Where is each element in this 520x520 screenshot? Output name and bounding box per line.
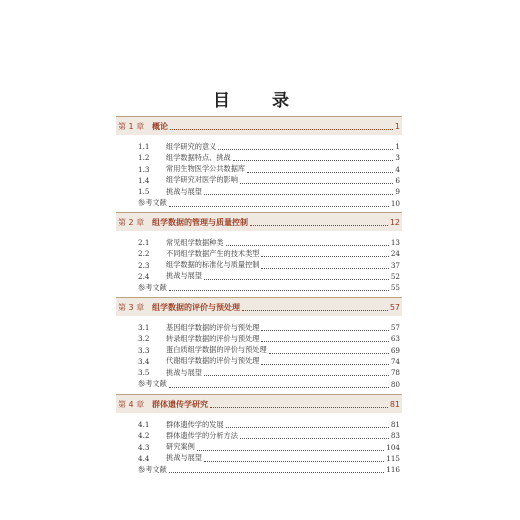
chapter-number: 第 4 章 [118, 399, 145, 409]
section-page: 115 [386, 453, 400, 463]
leader-dots [204, 461, 384, 462]
chapter-heading[interactable] [116, 212, 402, 231]
leader-dots [233, 160, 394, 161]
section-number: 3.1 [138, 323, 150, 332]
section-entry[interactable] [116, 152, 402, 163]
section-title: 蛋白质组学数据的评价与预处理 [166, 345, 267, 355]
section-entry[interactable] [116, 333, 402, 344]
section-page: 1 [395, 142, 400, 151]
references-title: 参考文献 [138, 379, 167, 388]
section-page: 13 [390, 238, 400, 247]
chapter-number: 第 3 章 [118, 302, 145, 312]
section-page: 74 [390, 356, 400, 366]
section-page: 81 [390, 420, 400, 429]
chapter-title: 概论 [152, 121, 168, 131]
section-entry[interactable] [116, 453, 402, 464]
section-number: 4.4 [138, 453, 150, 463]
references-title: 参考文献 [138, 282, 167, 292]
section-page: 63 [390, 334, 400, 344]
leader-dots [169, 472, 385, 473]
chapter-page: 12 [389, 217, 400, 227]
references-page: 116 [386, 465, 400, 475]
section-page: 57 [390, 323, 400, 332]
leader-dots [261, 256, 388, 257]
section-entry[interactable] [116, 248, 402, 259]
section-title: 挑战与展望 [166, 367, 202, 377]
chapter-heading[interactable] [116, 297, 402, 316]
chapter-page: 1 [394, 121, 400, 131]
chapter-page: 81 [389, 399, 400, 409]
chapter-title: 群体遗传学研究 [152, 399, 208, 409]
section-number: 4.1 [138, 420, 150, 429]
section-entry[interactable] [116, 322, 402, 333]
section-page: 9 [395, 187, 400, 197]
section-number: 3.5 [138, 368, 150, 378]
leader-dots [261, 330, 388, 331]
section-entry[interactable] [116, 442, 402, 453]
section-number: 2.2 [138, 249, 150, 259]
leader-dots [197, 450, 385, 451]
section-title: 挑战与展望 [166, 271, 202, 281]
section-page: 24 [390, 249, 400, 259]
references-page: 55 [390, 283, 400, 293]
section-page: 78 [390, 368, 400, 378]
leader-dots [261, 364, 388, 365]
section-title: 组学数据特点、挑战 [166, 152, 231, 162]
section-page: 3 [395, 153, 400, 163]
chapter-page: 57 [389, 302, 400, 312]
section-number: 4.3 [138, 442, 150, 452]
leader-dots [247, 172, 393, 173]
section-number: 2.3 [138, 260, 150, 270]
section-number: 1.4 [138, 175, 150, 185]
leader-dots [169, 387, 389, 388]
leader-dots [250, 225, 388, 226]
section-title: 群体遗传学的分析方法 [166, 430, 238, 440]
section-entry[interactable] [116, 356, 402, 367]
section-number: 3.3 [138, 345, 150, 355]
section-entry[interactable] [116, 164, 402, 175]
section-number: 1.2 [138, 153, 150, 163]
section-page: 104 [386, 442, 400, 452]
references-page: 10 [390, 198, 400, 208]
section-entry[interactable] [116, 419, 402, 430]
section-title: 常用生物医学公共数据库 [166, 164, 246, 174]
chapter-number: 第 1 章 [118, 121, 145, 131]
toc-title: 目 录 [213, 91, 307, 111]
chapter-title: 组学数据的评价与预处理 [152, 302, 240, 312]
leader-dots [261, 341, 388, 342]
section-title: 挑战与展望 [166, 453, 202, 463]
leader-dots [169, 290, 389, 291]
section-title: 挑战与展望 [166, 186, 202, 196]
leader-dots [170, 129, 393, 130]
section-title: 不同组学数据产生的技术类型 [166, 248, 260, 258]
leader-dots [204, 375, 389, 376]
section-number: 4.2 [138, 431, 150, 441]
section-entry[interactable] [116, 260, 402, 271]
references-entry[interactable] [138, 282, 402, 293]
leader-dots [210, 407, 388, 408]
section-title: 基因组学数据的评价与预处理 [166, 322, 260, 332]
section-number: 1.5 [138, 187, 150, 197]
section-number: 2.1 [138, 238, 150, 247]
section-page: 4 [395, 164, 400, 174]
section-title: 组学研究的意义 [166, 141, 217, 151]
leader-dots [218, 149, 393, 150]
section-title: 转录组学数据的评价与预处理 [166, 333, 260, 343]
section-page: 52 [390, 271, 400, 281]
leader-dots [226, 427, 389, 428]
leader-dots [169, 206, 389, 207]
section-title: 群体遗传学的发展 [166, 419, 224, 429]
references-entry[interactable] [138, 198, 402, 209]
leader-dots [269, 353, 389, 354]
leader-dots [240, 438, 389, 439]
leader-dots [240, 183, 394, 184]
section-entry[interactable] [116, 141, 402, 152]
section-number: 3.4 [138, 356, 150, 366]
leader-dots [226, 245, 389, 246]
references-entry[interactable] [138, 464, 402, 475]
section-page: 83 [390, 431, 400, 441]
chapter-heading[interactable] [116, 394, 402, 413]
section-entry[interactable] [116, 345, 402, 356]
section-entry[interactable] [116, 430, 402, 441]
references-title: 参考文献 [138, 198, 167, 207]
section-page: 6 [395, 175, 400, 185]
leader-dots [261, 268, 388, 269]
chapter-number: 第 2 章 [118, 217, 145, 227]
section-number: 3.2 [138, 334, 150, 344]
references-title: 参考文献 [138, 464, 167, 474]
chapter-title: 组学数据的管理与质量控制 [152, 217, 248, 227]
section-entry[interactable] [116, 237, 402, 248]
section-number: 1.3 [138, 164, 150, 174]
section-entry[interactable] [116, 175, 402, 186]
section-page: 37 [390, 260, 400, 270]
references-entry[interactable] [138, 379, 402, 390]
section-title: 组学研究对医学的影响 [166, 175, 238, 185]
leader-dots [242, 310, 388, 311]
section-entry[interactable] [116, 271, 402, 282]
section-entry[interactable] [116, 186, 402, 197]
section-title: 研究案例 [166, 442, 195, 452]
section-title: 常见组学数据种类 [166, 237, 224, 247]
section-entry[interactable] [116, 367, 402, 378]
section-title: 组学数据的标准化与质量控制 [166, 260, 260, 270]
section-title: 代谢组学数据的评价与预处理 [166, 356, 260, 366]
leader-dots [204, 279, 389, 280]
references-page: 80 [390, 379, 400, 389]
leader-dots [204, 194, 393, 195]
section-page: 69 [390, 345, 400, 355]
section-number: 1.1 [138, 142, 150, 151]
section-number: 2.4 [138, 271, 150, 281]
chapter-heading[interactable] [116, 116, 402, 135]
